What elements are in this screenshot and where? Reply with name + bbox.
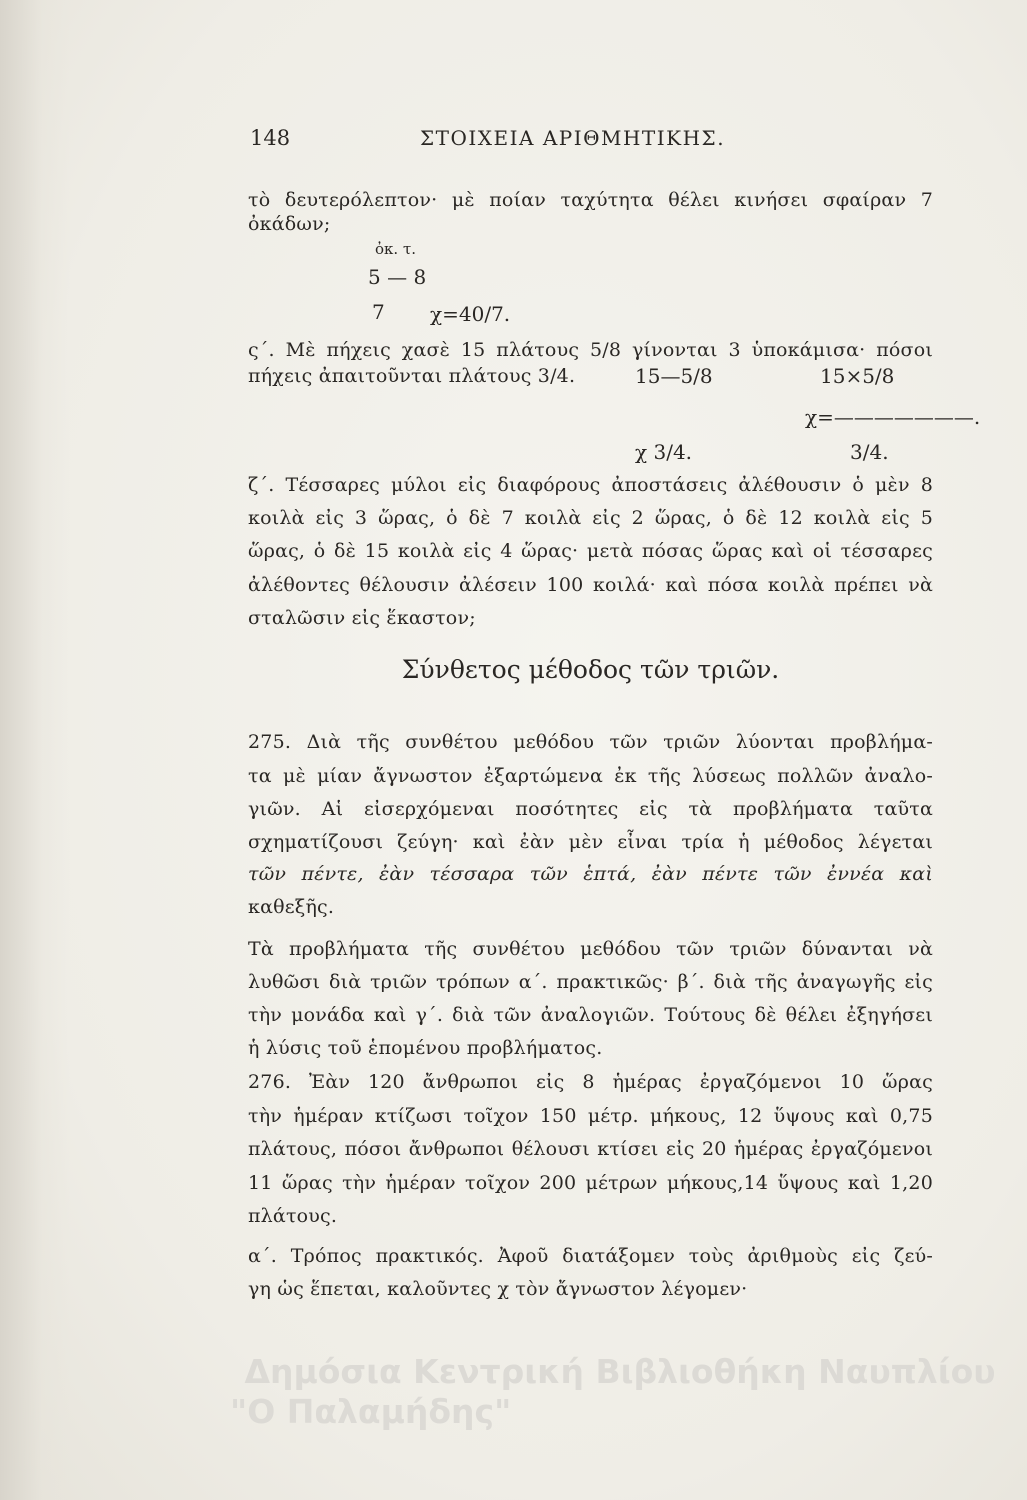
- text-line: ἀλέθοντες θέλουσιν ἀλέσειν 100 κοιλά· καὶ πόσα κοιλὰ πρέπει νὰ: [248, 574, 933, 596]
- text-line: α΄. Τρόπος πρακτικός. Ἀφοῦ διατάξομεν τοὺς ἀριθμοὺς εἰς ζεύ-: [248, 1245, 933, 1267]
- calc-result: χ=———————.: [805, 405, 981, 429]
- calc-expression: 15×5/8: [820, 364, 895, 388]
- section-title: Σύνθετος μέθοδος τῶν τριῶν.: [401, 655, 780, 684]
- text-line: γη ὡς ἕπεται, καλοῦντες χ τὸν ἄγνωστον λέγομεν·: [248, 1278, 748, 1300]
- text-line: ἡ λύσις τοῦ ἑπομένου προβλήματος.: [248, 1037, 603, 1059]
- calc-labels: ὀκ. τ.: [375, 240, 417, 258]
- calc-expression: 15—5/8: [635, 364, 713, 388]
- text-line: ὥρας, ὁ δὲ 15 κοιλὰ εἰς 4 ὥρας· μετὰ πόσας ὥρας καὶ οἱ τέσσαρες: [248, 540, 933, 562]
- page-number: 148: [250, 126, 291, 150]
- text-line: τῶν πέντε, ἐὰν τέσσαρα τῶν ἑπτά, ἐὰν πέντε τῶν ἐννέα καὶ: [248, 863, 933, 885]
- running-title: ΣΤΟΙΧΕΙΑ ΑΡΙΘΜΗΤΙΚΗΣ.: [420, 126, 726, 150]
- text-line: κοιλὰ εἰς 3 ὥρας, ὁ δὲ 7 κοιλὰ εἰς 2 ὥρας, ὁ δὲ 12 κοιλὰ εἰς 5: [248, 507, 933, 529]
- calc-row: χ 3/4.: [635, 440, 693, 464]
- text-line: ὀκάδων;: [248, 213, 331, 235]
- calc-result: χ=40/7.: [430, 302, 511, 326]
- text-line: Τὰ προβλήματα τῆς συνθέτου μεθόδου τῶν τριῶν δύνανται νὰ: [248, 938, 933, 960]
- text-line: τὴν μονάδα καὶ γ΄. διὰ τῶν ἀναλογιῶν. Τούτους δὲ θέλει ἐξηγήσει: [248, 1004, 933, 1026]
- library-watermark: Δημόσια Κεντρική Βιβλιοθήκη Ναυπλίου: [244, 1352, 996, 1391]
- text-line: πλάτους.: [248, 1205, 338, 1227]
- text-line: τὴν ἡμέραν κτίζωσι τοῖχον 150 μέτρ. μήκους, 12 ὕψους καὶ 0,75: [248, 1105, 933, 1127]
- text-line: 276. Ἐὰν 120 ἄνθρωποι εἰς 8 ἡμέρας ἐργαζόμενοι 10 ὥρας: [248, 1071, 933, 1093]
- text-line: ς΄. Μὲ πήχεις χασὲ 15 πλάτους 5/8 γίνονται 3 ὑποκάμισα· πόσοι: [248, 339, 933, 361]
- text-line: σταλῶσιν εἰς ἕκαστον;: [248, 607, 476, 629]
- text-line: καθεξῆς.: [248, 896, 335, 918]
- text-line: σχηματίζουσι ζεύγη· καὶ ἐὰν μὲν εἶναι τρία ἡ μέθοδος λέγεται: [248, 831, 933, 853]
- calc-row: 5 — 8: [368, 265, 427, 289]
- text-line: πλάτους, πόσοι ἄνθρωποι θέλουσι κτίσει εἰς 20 ἡμέρας ἐργαζόμενοι: [248, 1138, 933, 1160]
- calc-denominator: 3/4.: [850, 440, 889, 464]
- calc-row: 7: [372, 300, 385, 324]
- text-line: 11 ὥρας τὴν ἡμέραν τοῖχον 200 μέτρων μήκους,14 ὕψους καὶ 1,20: [248, 1172, 933, 1194]
- text-line: ζ΄. Τέσσαρες μύλοι εἰς διαφόρους ἀποστάσεις ἀλέθουσιν ὁ μὲν 8: [248, 474, 933, 496]
- library-watermark-subtitle: "Ο Παλαμήδης": [230, 1392, 512, 1431]
- text-line: γιῶν. Αἱ εἰσερχόμεναι ποσότητες εἰς τὰ προβλήματα ταῦτα: [248, 798, 933, 820]
- text-line: λυθῶσι διὰ τριῶν τρόπων α΄. πρακτικῶς· β΄. διὰ τῆς ἀναγωγῆς εἰς: [248, 971, 933, 993]
- page-edge-shadow: [0, 0, 70, 1500]
- text-line: τὸ δευτερόλεπτον· μὲ ποίαν ταχύτητα θέλει κινήσει σφαίραν 7: [248, 189, 933, 211]
- text-line: 275. Διὰ τῆς συνθέτου μεθόδου τῶν τριῶν λύονται προβλήμα-: [248, 731, 933, 753]
- text-line: πήχεις ἀπαιτοῦνται πλάτους 3/4.: [248, 365, 576, 387]
- text-line: τα μὲ μίαν ἄγνωστον ἐξαρτώμενα ἐκ τῆς λύσεως πολλῶν ἀναλο-: [248, 765, 933, 787]
